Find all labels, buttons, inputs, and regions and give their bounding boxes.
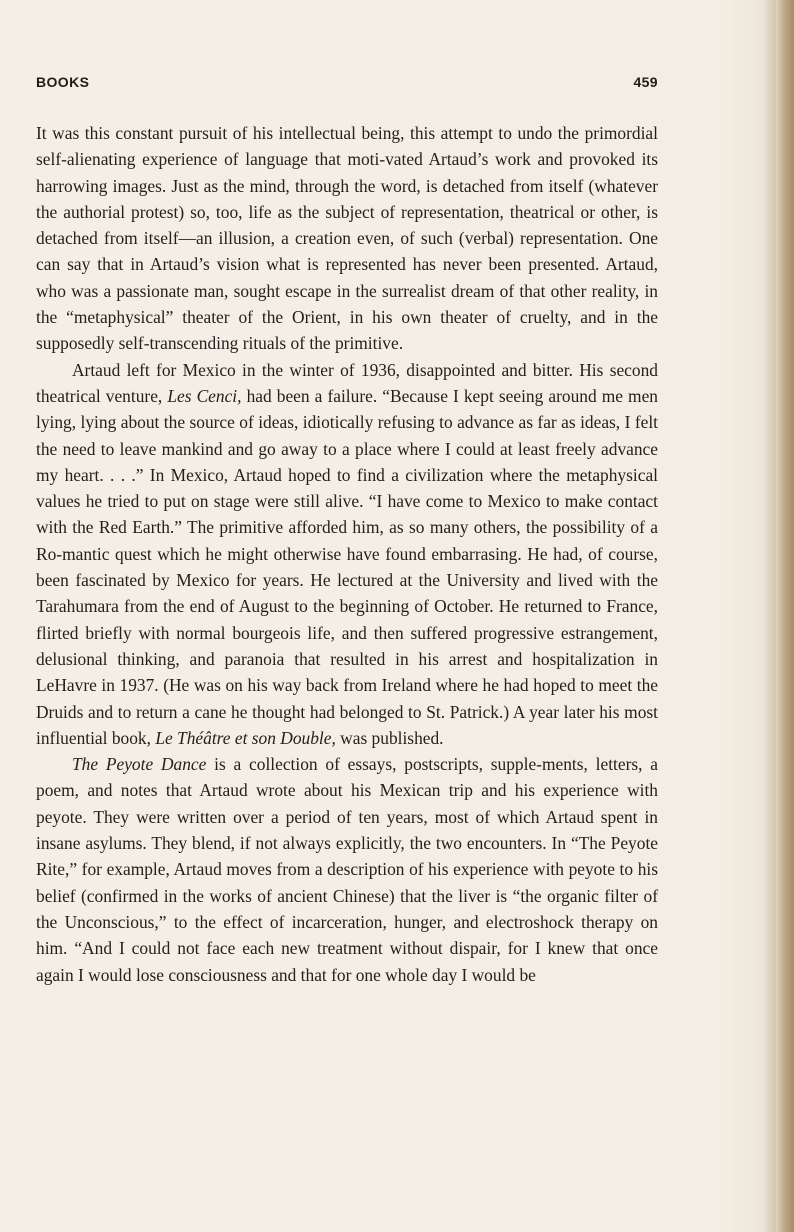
paragraph-1 <box>36 120 658 357</box>
running-head: BOOKS <box>36 74 90 90</box>
paragraph-2-text-c: was published. <box>335 727 444 748</box>
title-peyote-dance: The Peyote Dance <box>72 754 207 775</box>
paragraph-2-text-b: had been a failure. “Because I kept seeing around me men lying, lying about the source of ideas, idiotically refusing to advance as far as ideas, I felt the need to leave mankind and go away to a place where I could at least freely advance my heart. . . .” In Mexico, Artaud hoped to find a civilization where the metaphysical values he tried to put on stage were still alive. “I have come to Mexico to make contact with the Red Earth.” The primitive afforded him, as so many others, the possibility of a Ro-mantic quest which he might otherwise have found embarrasing. He had, of course, been fascinated by Mexico for years. He lectured at the University and lived with the Tarahumara from the end of August to the beginning of October. He returned to France, flirted briefly with normal bourgeois life, and then suffered progressive estrangement, delusional thinking, and paranoia that resulted in his arrest and hospitalization in LeHavre in 1937. (He was on his way back from Ireland where he had hoped to meet the Druids and to return a cane he thought had belonged to St. Patrick.) A year later his most influential book, <box>36 385 658 748</box>
paragraph-3-text: is a collection of essays, postscripts, supple-ments, letters, a poem, and notes that Artaud wrote about his Mexican trip and his experience with peyote. They were written over a period of ten years, most of which Artaud spent in insane asylums. They blend, if not always explicitly, the two encounters. In “The Peyote Rite,” for example, Artaud moves from a description of his experience with peyote to his belief (confirmed in the works of ancient Chinese) that the liver is “the organic filter of the Unconscious,” to the effect of incarceration, hunger, and electroshock therapy on him. “And I could not face each new treatment without dispair, for I knew that once again I would lose consciousness and that for one whole day I would be <box>36 754 658 985</box>
title-le-theatre: Le Théâtre et son Double, <box>155 727 336 748</box>
paragraph-2 <box>36 357 658 751</box>
paragraph-1-text: It was this constant pursuit of his intellectual being, this attempt to undo the primordial self-alienating experience of language that moti-vated Artaud’s work and provoked its harrowing images. Just as the mind, through the word, is detached from itself (whatever the authorial protest) so, too, life as the subject of representation, theatrical or other, is detached from itself—an illusion, a creation even, of such (verbal) representation. One can say that in Artaud’s vision what is represented has never been presented. Artaud, who was a passionate man, sought escape in the surrealist dream of that other reality, in the “metaphysical” theater of the Orient, in his own theater of cruelty, and in the supposedly self-transcending rituals of the primitive. <box>36 123 658 354</box>
paragraph-3 <box>36 751 658 988</box>
page-number: 459 <box>633 74 658 90</box>
page-header <box>36 74 658 96</box>
page-edge <box>776 0 794 1232</box>
title-les-cenci: Les Cenci, <box>167 385 242 406</box>
paragraph-2-text-a: Artaud left for Mexico in the winter of 1936, disappointed and bitter. His second theatrical venture, <box>36 359 658 406</box>
body-text <box>36 120 658 988</box>
